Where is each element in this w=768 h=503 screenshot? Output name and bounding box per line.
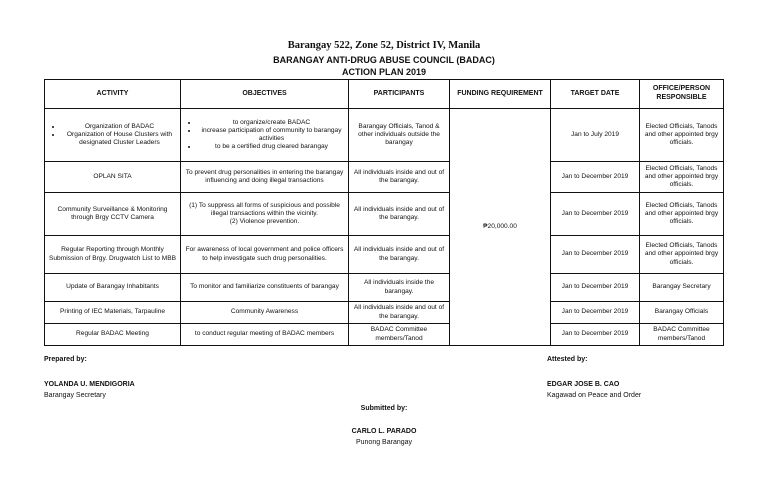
activity-cell: Update of Barangay Inhabitants [45,274,181,302]
header-activity: ACTIVITY [45,80,181,109]
activity-cell: Regular Reporting through Monthly Submission of Brgy. Drugwatch List to MBB [45,236,181,274]
office-cell: BADAC Committee members/Tanod [640,324,724,346]
attested-by-name: EDGAR JOSE B. CAO [547,381,620,388]
submitted-by-title: Punong Barangay [355,439,413,446]
activity-cell: Printing of IEC Materials, Tarpauline [45,302,181,324]
prepared-by-name: YOLANDA U. MENDIGORIA [44,381,135,388]
table-row [45,274,724,302]
participants-cell: All individuals inside and out of the barangay. [349,162,450,193]
target-date-cell: Jan to December 2019 [551,162,640,193]
prepared-by-label: Prepared by: [44,356,87,363]
objective-cell: To prevent drug personalities in entering the barangay influencing and doing illegal transactions [181,162,349,193]
header-target-date: TARGET DATE [551,80,640,109]
list-item: • to organize/create BADAC [198,119,345,127]
submitted-by-label: Submitted by: [360,405,408,412]
funding-cell: ₱20,000.00 [450,109,551,346]
table-row [45,193,724,236]
participants-cell: All individuals inside and out of the barangay. [349,193,450,236]
header-office: OFFICE/PERSON RESPONSIBLE [640,80,724,109]
activity-cell: Regular BADAC Meeting [45,324,181,346]
list-item: • Organization of House Clusters with designated Cluster Leaders [62,131,177,147]
prepared-by-title: Barangay Secretary [44,392,106,399]
office-cell: Barangay Officials [640,302,724,324]
office-cell: Elected Officials, Tanods and other appointed brgy officials. [640,162,724,193]
table-row [45,302,724,324]
submitted-by-name: CARLO L. PARADO [351,428,417,435]
attested-by-title: Kagawad on Peace and Order [547,392,642,399]
target-date-cell: Jan to December 2019 [551,302,640,324]
objective-item: (1) To suppress all forms of suspicious and possible illegal transactions within the vicinity. [189,201,340,217]
activity-cell: OPLAN SITA [45,162,181,193]
objective-cell: Community Awareness [181,302,349,324]
objective-cell: To monitor and familiarize constituents of barangay [181,274,349,302]
participants-cell: All individuals inside the barangay. [349,274,450,302]
objective-item: (2) Violence prevention. [229,218,300,226]
council-title: BARANGAY ANTI-DRUG ABUSE COUNCIL (BADAC) [273,55,495,65]
header-funding: FUNDING REQUIREMENT [450,80,551,109]
table-row [45,236,724,274]
target-date-cell: Jan to December 2019 [551,193,640,236]
activity-cell [45,109,181,162]
objective-cell: For awareness of local government and police officers to help investigate such drug personalities. [181,236,349,274]
office-cell: Barangay Secretary [640,274,724,302]
table-row [45,324,724,346]
attested-by-label: Attested by: [547,356,588,363]
target-date-cell: Jan to December 2019 [551,324,640,346]
action-plan-table [44,79,724,346]
office-cell: Elected Officials, Tanods and other appointed brgy officials. [640,236,724,274]
office-cell: Elected Officials, Tanods and other appointed brgy officials. [640,109,724,162]
objective-cell [181,109,349,162]
participants-cell: BADAC Committee members/Tanod [349,324,450,346]
table-header-row [45,80,724,109]
participants-cell: Barangay Officials, Tanod & other individuals outside the barangay [349,109,450,162]
header-objectives: OBJECTIVES [181,80,349,109]
list-item: • to be a certified drug cleared barangay [198,143,345,151]
table-row [45,162,724,193]
objective-cell: to conduct regular meeting of BADAC members [181,324,349,346]
participants-cell: All individuals inside and out of the barangay. [349,236,450,274]
activity-cell: Community Surveillance & Monitoring through Brgy CCTV Camera [45,193,181,236]
office-cell: Elected Officials, Tanods and other appointed brgy officials. [640,193,724,236]
list-item: • Organization of BADAC [62,123,177,131]
target-date-cell: Jan to December 2019 [551,274,640,302]
list-item: • increase participation of community to barangay activities [198,127,345,143]
participants-cell: All individuals inside and out of the barangay. [349,302,450,324]
target-date-cell: Jan to December 2019 [551,236,640,274]
table-row [45,109,724,162]
header-participants: PARTICIPANTS [349,80,450,109]
barangay-title: Barangay 522, Zone 52, District IV, Manila [287,40,481,51]
objective-cell [181,193,349,236]
plan-title: ACTION PLAN 2019 [341,67,427,77]
target-date-cell: Jan to July 2019 [551,109,640,162]
